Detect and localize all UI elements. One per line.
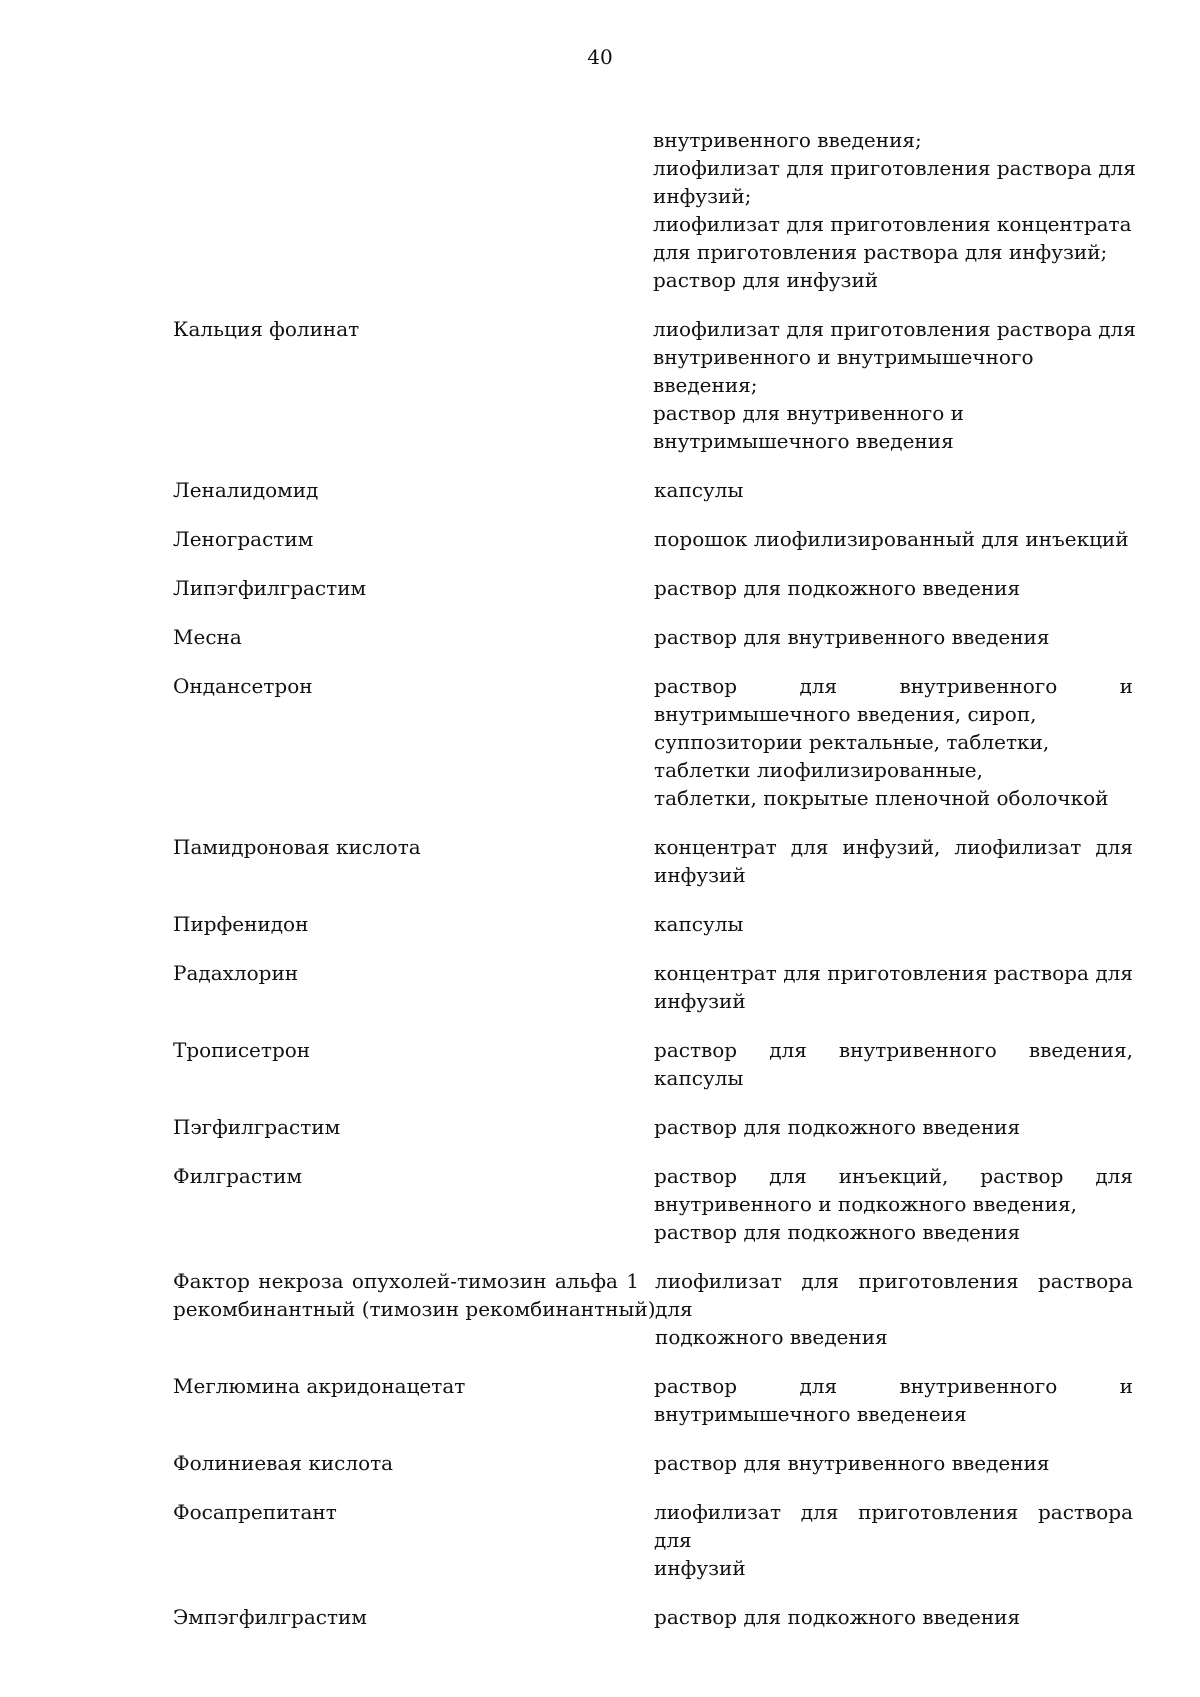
dosage-form-line: инфузий	[654, 1556, 746, 1580]
dosage-form-line: подкожного введения	[655, 1325, 888, 1349]
drug-name	[173, 1267, 656, 1323]
dosage-forms	[654, 1036, 1133, 1092]
drug-row	[173, 1036, 1133, 1092]
drug-row	[173, 1267, 1133, 1351]
drug-name-line: Ленограстим	[173, 527, 314, 551]
drug-name	[173, 623, 646, 651]
drug-name-line: Кальция фолинат	[173, 317, 360, 341]
dosage-forms	[654, 525, 1133, 553]
dosage-form-line: капсулы	[654, 478, 744, 502]
drug-name	[173, 525, 646, 553]
dosage-form-line: внутримышечного введения, сироп,	[654, 702, 1037, 726]
drug-name	[173, 1162, 646, 1190]
dosage-form-line: суппозитории ректальные, таблетки,	[654, 730, 1050, 754]
dosage-forms	[653, 126, 1136, 294]
dosage-forms	[654, 1372, 1133, 1428]
drug-name-line: Ондансетрон	[173, 674, 313, 698]
drug-name	[173, 315, 645, 343]
drug-name-line: Пэгфилграстим	[173, 1115, 341, 1139]
dosage-form-line: концентрат для инфузий, лиофилизат для	[654, 835, 1133, 859]
dosage-form-line: раствор для внутривенного и	[654, 1374, 1133, 1398]
drug-name-line: Леналидомид	[173, 478, 319, 502]
dosage-form-line: внутривенного введения;	[653, 128, 922, 152]
drug-name-line: Памидроновая кислота	[173, 835, 421, 859]
drug-name	[173, 1449, 646, 1477]
dosage-form-line: инфузий;	[653, 184, 752, 208]
dosage-form-line: лиофилизат для приготовления раствора для	[654, 1500, 1133, 1552]
dosage-forms	[654, 1162, 1133, 1246]
drug-name-line: Липэгфилграстим	[173, 576, 367, 600]
drug-name	[173, 1498, 646, 1526]
dosage-form-line: внутримышечного введения	[653, 429, 954, 453]
dosage-forms	[654, 476, 1133, 504]
dosage-form-line: капсулы	[654, 912, 744, 936]
drug-name	[173, 1603, 646, 1631]
drug-name-line: Радахлорин	[173, 961, 299, 985]
drug-name-line: Фактор некроза опухолей-тимозин альфа 1	[173, 1269, 639, 1293]
dosage-forms	[654, 910, 1133, 938]
dosage-forms	[654, 672, 1133, 812]
dosage-form-line: раствор для инъекций, раствор для	[654, 1164, 1133, 1188]
drug-row	[173, 525, 1133, 553]
dosage-forms	[653, 315, 1136, 455]
dosage-form-line: концентрат для приготовления раствора для	[654, 961, 1133, 985]
dosage-forms	[654, 833, 1133, 889]
dosage-form-line: внутримышечного введенеия	[654, 1402, 967, 1426]
drug-name	[173, 476, 646, 504]
dosage-form-line: раствор для подкожного введения	[654, 1220, 1021, 1244]
dosage-form-line: раствор для внутривенного введения,	[654, 1038, 1133, 1062]
drug-row	[173, 1603, 1133, 1631]
dosage-form-line: раствор для подкожного введения	[654, 576, 1021, 600]
dosage-form-line: раствор для подкожного введения	[654, 1115, 1021, 1139]
drug-row	[173, 1498, 1133, 1582]
dosage-form-line: лиофилизат для приготовления раствора для	[655, 1269, 1133, 1321]
drug-row	[173, 315, 1136, 455]
dosage-forms	[654, 623, 1133, 651]
dosage-form-line: раствор для внутривенного и	[654, 674, 1133, 698]
drug-name-line: рекомбинантный (тимозин рекомбинантный)	[173, 1297, 656, 1321]
dosage-form-line: таблетки, покрытые пленочной оболочкой	[654, 786, 1109, 810]
dosage-form-line: для приготовления раствора для инфузий;	[653, 240, 1108, 264]
dosage-forms	[654, 1498, 1133, 1582]
drug-name-line: Меглюмина акридонацетат	[173, 1374, 466, 1398]
drug-row	[173, 1113, 1133, 1141]
drug-row	[173, 833, 1133, 889]
drug-name-line: Пирфенидон	[173, 912, 309, 936]
dosage-form-line: лиофилизат для приготовления раствора для	[653, 317, 1136, 341]
dosage-forms	[654, 1113, 1133, 1141]
dosage-form-line: лиофилизат для приготовления раствора для	[653, 156, 1136, 180]
drug-name-line: Эмпэгфилграстим	[173, 1605, 367, 1629]
drug-name	[173, 910, 646, 938]
drug-name	[173, 1372, 646, 1400]
drug-row	[173, 476, 1133, 504]
drug-row	[173, 574, 1133, 602]
dosage-form-line: раствор для внутривенного введения	[654, 625, 1050, 649]
drug-row	[173, 672, 1133, 812]
drug-name	[173, 672, 646, 700]
dosage-form-line: капсулы	[654, 1066, 744, 1090]
dosage-form-line: раствор для внутривенного введения	[654, 1451, 1050, 1475]
dosage-form-line: лиофилизат для приготовления концентрата	[653, 212, 1132, 236]
drug-name	[173, 574, 646, 602]
drug-name-line: Трописетрон	[173, 1038, 311, 1062]
dosage-form-line: внутривенного и подкожного введения,	[654, 1192, 1077, 1216]
drug-name	[173, 833, 646, 861]
drug-name	[173, 1036, 646, 1064]
drug-name	[173, 1113, 646, 1141]
dosage-form-line: инфузий	[654, 863, 746, 887]
drug-row	[173, 1372, 1133, 1428]
dosage-form-line: таблетки лиофилизированные,	[654, 758, 983, 782]
drug-row	[173, 126, 1136, 294]
dosage-form-line: порошок лиофилизированный для инъекций	[654, 527, 1129, 551]
dosage-forms	[654, 574, 1133, 602]
dosage-form-line: инфузий	[654, 989, 746, 1013]
dosage-form-line: раствор для внутривенного и	[653, 401, 965, 425]
drug-row	[173, 910, 1133, 938]
drug-name-line: Фосапрепитант	[173, 1500, 337, 1524]
page-number: 40	[587, 45, 613, 69]
dosage-forms	[654, 959, 1133, 1015]
drug-row	[173, 959, 1133, 1015]
dosage-form-line: раствор для инфузий	[653, 268, 879, 292]
dosage-form-line: внутривенного и внутримышечного	[653, 345, 1034, 369]
dosage-forms	[654, 1603, 1133, 1631]
drug-row	[173, 1162, 1133, 1246]
drug-name	[173, 959, 646, 987]
drug-row	[173, 623, 1133, 651]
dosage-forms	[654, 1449, 1133, 1477]
dosage-form-line: введения;	[653, 373, 758, 397]
drug-list	[173, 126, 1136, 1652]
drug-row	[173, 1449, 1133, 1477]
drug-name-line: Месна	[173, 625, 242, 649]
dosage-forms	[655, 1267, 1133, 1351]
dosage-form-line: раствор для подкожного введения	[654, 1605, 1021, 1629]
drug-name-line: Филграстим	[173, 1164, 302, 1188]
drug-name-line: Фолиниевая кислота	[173, 1451, 394, 1475]
